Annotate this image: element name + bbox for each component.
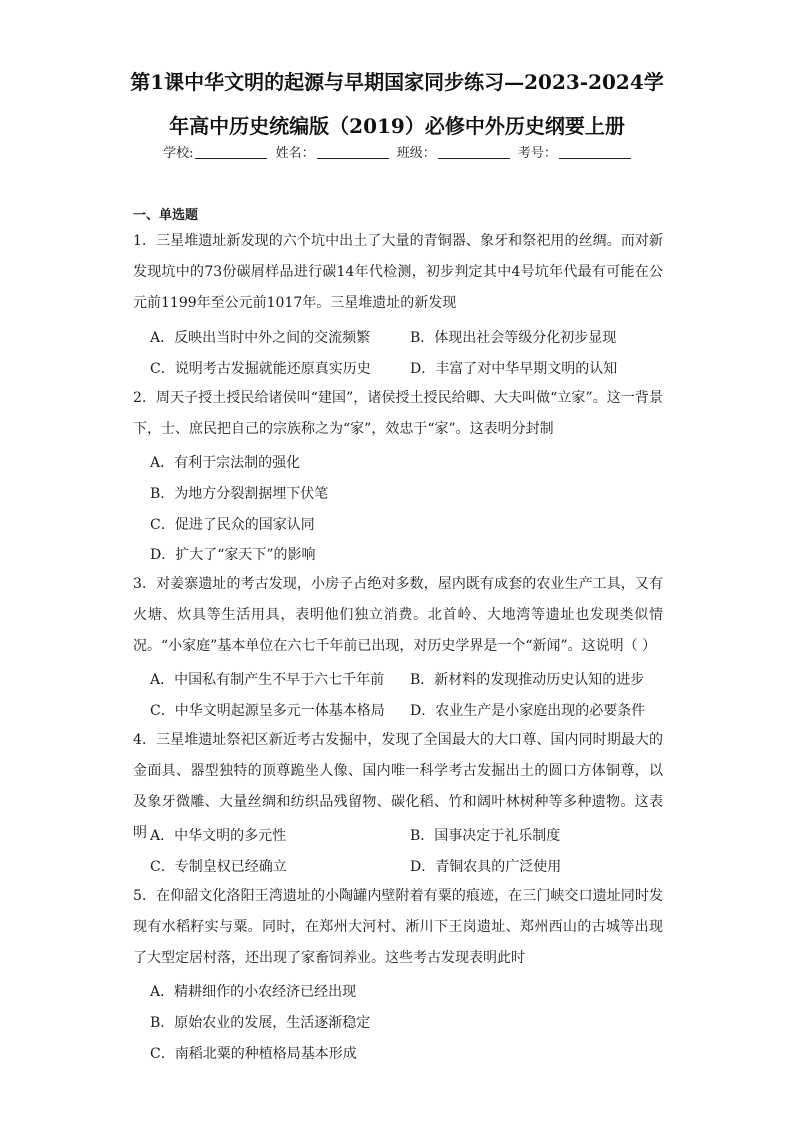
question-3-option-a[interactable]: A．中国私有制产生不早于六七千年前 [150, 672, 385, 688]
section-title: 一、单选题 [133, 208, 199, 223]
question-3-option-b[interactable]: B．新材料的发现推动历史认知的进步 [410, 672, 645, 688]
class-label: 班级： [396, 146, 436, 161]
question-5-option-a[interactable]: A．精耕细作的小农经济已经出现 [150, 984, 357, 1000]
question-2-stem: 2．周天子授土授民给诸侯叫“建国”，诸侯授土授民给卿、大夫叫做“立家”。这一背景下，士、庶民把自己的宗族称之为“家”，效忠于“家”。这表明分封制 [133, 390, 663, 437]
question-2-option-a[interactable]: A．有利于宗法制的强化 [150, 455, 301, 471]
question-3-option-d[interactable]: D．农业生产是小家庭出现的必要条件 [410, 703, 646, 719]
question-4-stem: 4．三星堆遗址祭祀区新近考古发掘中，发现了全国最大的大口尊、国内同时期最大的金面具、器型独特的顶尊跪坐人像、国内唯一科学考古发掘出土的圆口方体铜尊，以及象牙微雕、大量丝绸和纺织品残留物、碳化稻、竹和阔叶林树种等多种遗物。这表明 [133, 732, 663, 841]
name-blank[interactable] [317, 144, 389, 159]
exam-number-blank[interactable] [559, 144, 631, 159]
question-5-option-b[interactable]: B．原始农业的发展，生活逐渐稳定 [150, 1015, 371, 1031]
question-2-option-c[interactable]: C．促进了民众的国家认同 [150, 517, 315, 533]
question-5-stem: 5．在仰韶文化洛阳王湾遗址的小陶罐内壁附着有粟的痕迹，在三门峡交口遗址同时发现有水稻籽实与粟。同时，在郑州大河村、淅川下王岗遗址、郑州西山的古城等出现了大型定居村落，还出现了家畜饲养业。这些考古发现表明此时 [133, 888, 663, 966]
school-label: 学校: [163, 146, 194, 161]
question-1-option-b[interactable]: B．体现出社会等级分化初步显现 [410, 330, 617, 346]
question-3-stem: 3．对姜寨遗址的考古发现，小房子占绝对多数，屋内既有成套的农业生产工具，又有火塘、炊具等生活用具，表明他们独立消费。北首岭、大地湾等遗址也发现类似情况。“小家庭”基本单位在六七千年前已出现，对历史学界是一个“新闻”。这说明（ ） [133, 576, 663, 654]
student-info-row [0, 144, 794, 164]
school-blank[interactable] [195, 144, 267, 159]
page-title-line-2: 年高中历史统编版（2019）必修中外历史纲要上册 [169, 114, 625, 138]
exam-number-label: 考号： [517, 146, 557, 161]
question-4-option-d[interactable]: D．青铜农具的广泛使用 [410, 859, 562, 875]
question-3-option-c[interactable]: C．中华文明起源呈多元一体基本格局 [150, 703, 385, 719]
question-1-option-d[interactable]: D．丰富了对中华早期文明的认知 [410, 361, 618, 377]
question-1-option-c[interactable]: C．说明考古发掘就能还原真实历史 [150, 361, 371, 377]
question-1-stem: 1．三星堆遗址新发现的六个坑中出土了大量的青铜器、象牙和祭祀用的丝绸。而对新发现坑中的73份碳屑样品进行碳14年代检测，初步判定其中4号坑年代最有可能在公元前1199年至公元前1017年。三星堆遗址的新发现 [133, 233, 663, 311]
question-4-option-a[interactable]: A．中华文明的多元性 [150, 828, 287, 844]
question-5-option-c[interactable]: C．南稻北粟的种植格局基本形成 [150, 1046, 357, 1062]
name-label: 姓名： [275, 146, 315, 161]
question-2-option-d[interactable]: D．扩大了“家天下”的影响 [150, 547, 316, 563]
page-title-line-1: 第1课中华文明的起源与早期国家同步练习—2023-2024学 [130, 70, 664, 94]
class-blank[interactable] [438, 144, 510, 159]
question-4-option-b[interactable]: B．国事决定于礼乐制度 [410, 828, 561, 844]
question-1-option-a[interactable]: A．反映出当时中外之间的交流频繁 [150, 330, 371, 346]
question-2-option-b[interactable]: B．为地方分裂割据埋下伏笔 [150, 486, 329, 502]
question-4-option-c[interactable]: C．专制皇权已经确立 [150, 859, 287, 875]
